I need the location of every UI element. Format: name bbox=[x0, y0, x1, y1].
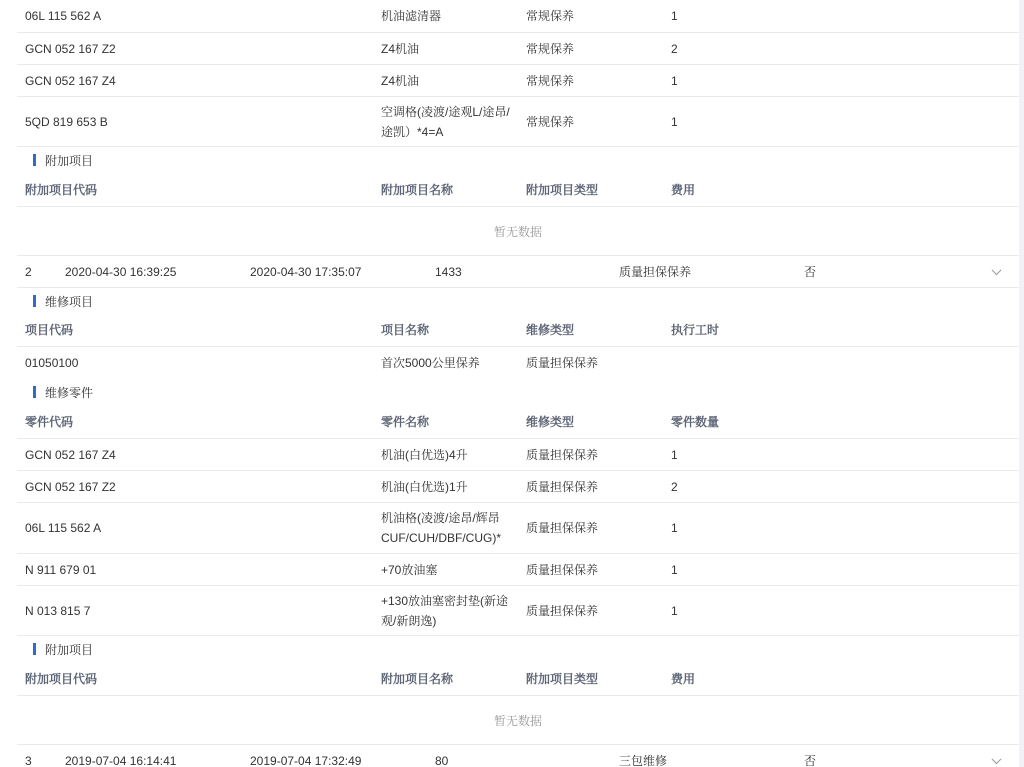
part-name: Z4机油 bbox=[381, 41, 420, 56]
record-start-time: 2020-04-30 16:39:25 bbox=[65, 264, 177, 279]
col-part-name: 零件名称 bbox=[381, 414, 430, 429]
part-code: N 013 815 7 bbox=[25, 603, 91, 618]
section-title: 附加项目 bbox=[45, 153, 94, 168]
table-row bbox=[17, 33, 1019, 65]
record-start-time: 2019-07-04 16:14:41 bbox=[65, 753, 177, 767]
record-end-time: 2019-07-04 17:32:49 bbox=[250, 753, 362, 767]
table-row bbox=[17, 554, 1019, 586]
part-qty: 1 bbox=[671, 447, 678, 462]
chevron-down-icon[interactable] bbox=[992, 265, 1002, 275]
col-part-code: 零件代码 bbox=[25, 414, 74, 429]
record-mileage: 80 bbox=[435, 753, 449, 767]
record-end-time: 2020-04-30 17:35:07 bbox=[250, 264, 362, 279]
repair-type: 常规保养 bbox=[526, 73, 575, 88]
section-extra-items bbox=[17, 147, 1019, 173]
table-row bbox=[17, 503, 1019, 554]
col-repair-type: 维修类型 bbox=[526, 414, 575, 429]
col-extra-name: 附加项目名称 bbox=[381, 182, 454, 197]
col-part-qty: 零件数量 bbox=[671, 414, 720, 429]
col-repair-type: 维修类型 bbox=[526, 323, 575, 337]
col-extra-code: 附加项目代码 bbox=[25, 182, 98, 197]
record-flag: 否 bbox=[804, 264, 817, 279]
table-row bbox=[17, 65, 1019, 97]
table-row bbox=[17, 471, 1019, 503]
part-code: 06L 115 562 A bbox=[25, 9, 102, 23]
record-type: 质量担保保养 bbox=[619, 264, 692, 279]
col-item-name: 项目名称 bbox=[381, 323, 430, 337]
part-name: 机油(白优选)1升 bbox=[381, 479, 468, 494]
record-row[interactable] bbox=[17, 744, 1019, 767]
record-mileage: 1433 bbox=[435, 264, 462, 279]
table-header bbox=[17, 405, 1019, 439]
record-no: 3 bbox=[25, 753, 32, 767]
col-work-hours: 执行工时 bbox=[671, 323, 720, 337]
part-qty: 1 bbox=[671, 562, 678, 577]
section-title: 维修零件 bbox=[45, 385, 94, 400]
part-code: 5QD 819 653 B bbox=[25, 114, 108, 129]
repair-type: 常规保养 bbox=[526, 114, 575, 129]
col-item-code: 项目代码 bbox=[25, 323, 74, 337]
empty-state: 暂无数据 bbox=[493, 224, 542, 239]
section-marker bbox=[33, 295, 36, 307]
repair-type: 质量担保保养 bbox=[526, 521, 599, 535]
part-qty: 1 bbox=[671, 603, 678, 618]
table-header bbox=[17, 662, 1019, 696]
part-code: GCN 052 167 Z4 bbox=[25, 447, 116, 462]
part-qty: 2 bbox=[671, 41, 678, 56]
section-marker bbox=[33, 154, 36, 166]
col-extra-type: 附加项目类型 bbox=[526, 671, 599, 686]
section-extra-items bbox=[17, 636, 1019, 662]
repair-type: 常规保养 bbox=[526, 41, 575, 56]
item-name: 首次5000公里保养 bbox=[381, 356, 480, 370]
table-row bbox=[17, 97, 1019, 147]
part-code: GCN 052 167 Z4 bbox=[25, 73, 116, 88]
col-extra-fee: 费用 bbox=[671, 671, 696, 686]
part-code: 06L 115 562 A bbox=[25, 521, 102, 535]
part-name: Z4机油 bbox=[381, 73, 420, 88]
part-name: +130放油塞密封垫(新途观/新朗逸) bbox=[381, 593, 509, 628]
record-type: 三包维修 bbox=[619, 753, 668, 767]
part-name: +70放油塞 bbox=[381, 562, 438, 577]
section-repair-parts bbox=[17, 379, 1019, 405]
repair-type: 质量担保保养 bbox=[526, 562, 599, 577]
table-row bbox=[17, 347, 1019, 379]
part-name: 机油格(凌渡/途昂/辉昂CUF/CUH/DBF/CUG)* bbox=[381, 511, 501, 545]
part-name: 机油(白优选)4升 bbox=[381, 447, 468, 462]
section-title: 附加项目 bbox=[45, 642, 94, 657]
record-row[interactable] bbox=[17, 255, 1019, 288]
col-extra-type: 附加项目类型 bbox=[526, 182, 599, 197]
chevron-down-icon[interactable] bbox=[992, 754, 1002, 764]
table-row bbox=[17, 0, 1019, 33]
part-qty: 1 bbox=[671, 9, 678, 23]
col-extra-name: 附加项目名称 bbox=[381, 671, 454, 686]
record-no: 2 bbox=[25, 264, 32, 279]
part-qty: 1 bbox=[671, 521, 678, 535]
section-repair-items bbox=[17, 288, 1019, 314]
table-header bbox=[17, 173, 1019, 207]
scrollbar-track[interactable] bbox=[1019, 0, 1024, 767]
part-name: 空调格(凌渡/途观L/途昂/途凯）*4=A bbox=[381, 104, 510, 139]
empty-state: 暂无数据 bbox=[493, 713, 542, 728]
item-code: 01050100 bbox=[25, 356, 79, 370]
record-flag: 否 bbox=[804, 753, 817, 767]
table-row bbox=[17, 586, 1019, 636]
repair-type: 常规保养 bbox=[526, 9, 575, 23]
section-title: 维修项目 bbox=[45, 294, 94, 309]
col-extra-code: 附加项目代码 bbox=[25, 671, 98, 686]
part-qty: 1 bbox=[671, 114, 678, 129]
repair-type: 质量担保保养 bbox=[526, 603, 599, 618]
part-code: N 911 679 01 bbox=[25, 562, 97, 577]
repair-type: 质量担保保养 bbox=[526, 356, 599, 370]
part-name: 机油滤清器 bbox=[381, 9, 442, 23]
table-row bbox=[17, 439, 1019, 471]
repair-type: 质量担保保养 bbox=[526, 447, 599, 462]
section-marker bbox=[33, 386, 36, 398]
col-extra-fee: 费用 bbox=[671, 182, 696, 197]
table-header bbox=[17, 314, 1019, 347]
repair-type: 质量担保保养 bbox=[526, 479, 599, 494]
part-code: GCN 052 167 Z2 bbox=[25, 479, 116, 494]
part-qty: 1 bbox=[671, 73, 678, 88]
part-qty: 2 bbox=[671, 479, 678, 494]
part-code: GCN 052 167 Z2 bbox=[25, 41, 116, 56]
section-marker bbox=[33, 643, 36, 655]
